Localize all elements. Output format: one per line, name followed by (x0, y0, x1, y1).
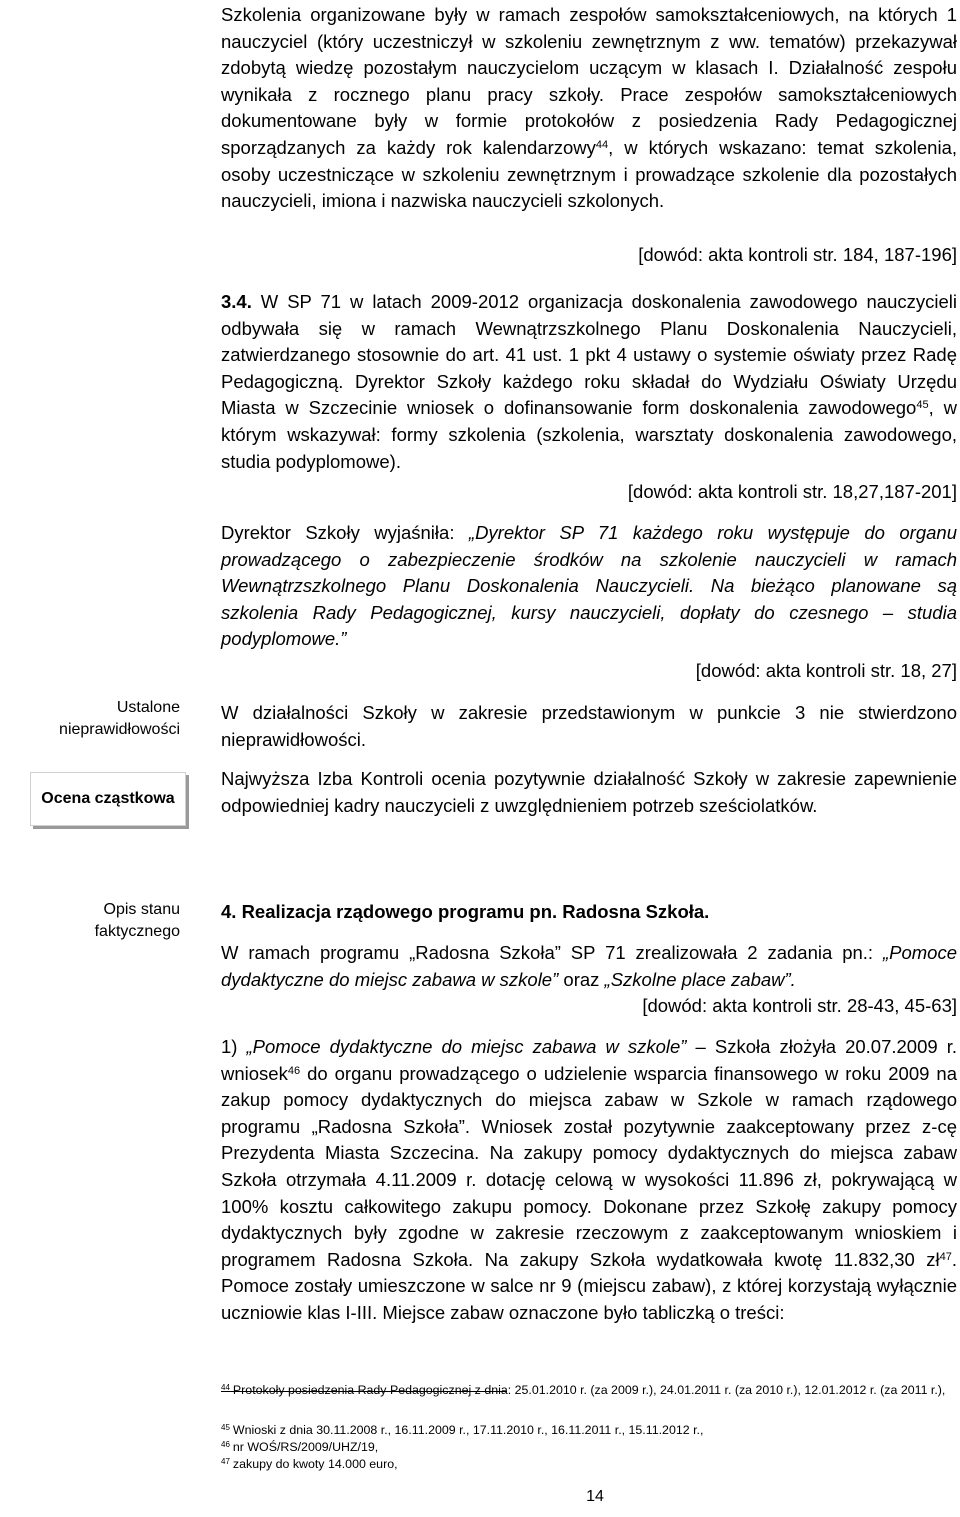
footnote-ref-45[interactable]: 45 (916, 399, 929, 412)
paragraph-teaching-aids (221, 1034, 957, 1327)
paragraph-text: 1) (221, 1036, 247, 1057)
section-heading-4: 4. Realizacja rządowego programu pn. Radosna Szkoła. (221, 901, 710, 922)
footnote-44 (221, 1380, 957, 1399)
paragraph-text: Dyrektor Szkoły wyjaśniła: (221, 522, 469, 543)
evidence-reference: [dowód: akta kontroli str. 18,27,187-201] (627, 481, 957, 502)
paragraph-findings: W działalności Szkoły w zakresie przedstawionym w punkcie 3 nie stwierdzono nieprawidłowości. (221, 702, 957, 750)
footnote-ref-47[interactable]: 47 (939, 1250, 952, 1263)
footnote-47 (221, 1454, 957, 1473)
footnote-number: 46 (221, 1440, 230, 1449)
footnote-number: 44 (221, 1383, 230, 1392)
paragraph-text: oraz (558, 968, 605, 990)
footnote-ref-44[interactable]: 44 (595, 138, 609, 151)
evidence-reference: [dowód: akta kontroli str. 28-43, 45-63] (642, 995, 957, 1016)
footnote-number: 45 (221, 1423, 230, 1432)
paragraph-text: W ramach programu „Radosna Szkoła” SP 71 zrealizowała 2 zadania pn.: (221, 942, 883, 963)
side-label-findings: Ustalone nieprawidłowości (59, 699, 180, 738)
section-number: 3.4. (221, 291, 252, 312)
task-name: „Pomoce dydaktyczne do miejsc zabawa w szkole” (221, 942, 957, 990)
paragraph-self-training-teams (221, 2, 957, 215)
footnote-ref-46[interactable]: 46 (287, 1064, 301, 1077)
paragraph-text: . Pomoce zostały umieszczone w salce nr 9 (miejscu zabaw), z której korzystają wyłącznie uczniowie klas I-III. Miejsce zabaw oznaczone było tabliczką o treści: (221, 1248, 957, 1323)
paragraph-text: do organu prowadzącego o udzielenie wsparcia finansowego w roku 2009 na zakup pomocy dydaktycznych do miejsca zabaw w Szkole w ramach rządowego programu „Radosna Szkoła”. Wniosek został pozytywnie zaakceptowany przez z-cę Prezydenta Miasta Szczecina. Na zakupy pomocy dydaktycznych do miejsca zabaw Szkoła otrzymała 4.11.2009 r. dotację celową w wysokości 11.896 zł, pokrywającą w 100% kosztu całkowitego zakupu pomocy. Dokonane przez Szkołę zakupy pomocy dydaktycznych były zgodne w zakresie rzeczowym z zaakceptowanym wnioskiem i programem Radosna Szkoła. Na zakupy Szkoła wydatkowała kwotę 11.832,30 zł (221, 1062, 957, 1270)
paragraph-program-tasks (221, 940, 957, 993)
page-number: 14 (586, 1488, 604, 1505)
paragraph-text: , w którym wskazywał: formy szkolenia (szkolenia, warsztaty doskonalenia zawodowego, studia podyplomowe). (221, 397, 957, 472)
partial-assessment-box (30, 772, 186, 826)
footnote-46 (221, 1437, 957, 1456)
task-name: „Pomoce dydaktyczne do miejsc zabawa w szkole” (246, 1036, 687, 1057)
task-name: „Szkolne place zabaw”. (604, 968, 796, 990)
paragraph-director-explanation (221, 520, 957, 653)
footnote-text: nr WOŚ/RS/2009/UHZ/19, (232, 1440, 379, 1454)
footnote-45 (221, 1420, 957, 1439)
footnote-text: zakupy do kwoty 14.000 euro, (232, 1457, 398, 1471)
paragraph-assessment: Najwyższa Izba Kontroli ocenia pozytywnie działalność Szkoły w zakresie zapewnienie odpowiedniej kadry nauczycieli z uwzględnieniem potrzeb sześciolatków. (221, 768, 957, 816)
paragraph-text: W SP 71 w latach 2009-2012 organizacja doskonalenia zawodowego nauczycieli odbywała się w ramach Wewnątrzszkolnego Planu Doskonalenia Nauczycieli, zatwierdzanego stosownie do art. 41 ust. 1 pkt 4 ustawy o systemie oświaty przez Radę Pedagogiczną. Dyrektor Szkoły każdego roku składał do Wydziału Oświaty Urzędu Miasta w Szczecinie wniosek o dofinansowanie form doskonalenia zawodowego (221, 291, 957, 419)
paragraph-text: – Szkoła złożyła 20.07.2009 r. wniosek (221, 1036, 958, 1084)
partial-assessment-label: Ocena cząstkowa (41, 790, 175, 807)
director-quote: „Dyrektor SP 71 każdego roku występuje do organu prowadzącego o zabezpieczenie środków na szkolenie nauczycieli w ramach Wewnątrzszkolnego Planu Doskonalenia Nauczycieli. Na bieżąco planowane są szkolenia Rady Pedagogicznej, kursy nauczycieli, dopłaty do czesnego – studia podyplomowe.” (221, 522, 957, 650)
evidence-reference: [dowód: akta kontroli str. 184, 187-196] (638, 244, 957, 265)
paragraph-text: Szkolenia organizowane były w ramach zespołów samokształceniowych, na których 1 nauczyciel (który uczestniczył w szkoleniu zewnętrznym z ww. tematów) przekazywał zdobytą wiedzę pozostałym nauczycielom uczącym w klasach I. Działalność zespołu wynikała z rocznego planu pracy szkoły. Prace zespołów samokształceniowych dokumentowane były w formie protokołów z posiedzenia Rady Pedagogicznej sporządzanych za każdy rok kalendarzowy (221, 4, 957, 158)
side-label-facts: Opis stanu faktycznego (94, 901, 180, 940)
footnote-text: Wnioski z dnia 30.11.2008 r., 16.11.2009 r., 17.11.2010 r., 16.11.2011 r., 15.11.2012 r., (232, 1423, 704, 1437)
footnote-number: 47 (221, 1457, 230, 1466)
evidence-reference: [dowód: akta kontroli str. 18, 27] (695, 660, 957, 681)
paragraph-text: , w których wskazano: temat szkolenia, osoby uczestniczące w szkoleniu zewnętrznym i prowadzące szkolenie dla pozostałych nauczycieli, imiona i nazwiska nauczycieli szkolonych. (221, 136, 957, 212)
paragraph-section-3-4 (221, 289, 957, 475)
footnote-text: Protokoły posiedzenia Rady Pedagogicznej z dnia: 25.01.2010 r. (za 2009 r.), 24.01.2011 r. (za 2010 r.), 12.01.2012 r. (za 2011 r.), (232, 1383, 946, 1397)
